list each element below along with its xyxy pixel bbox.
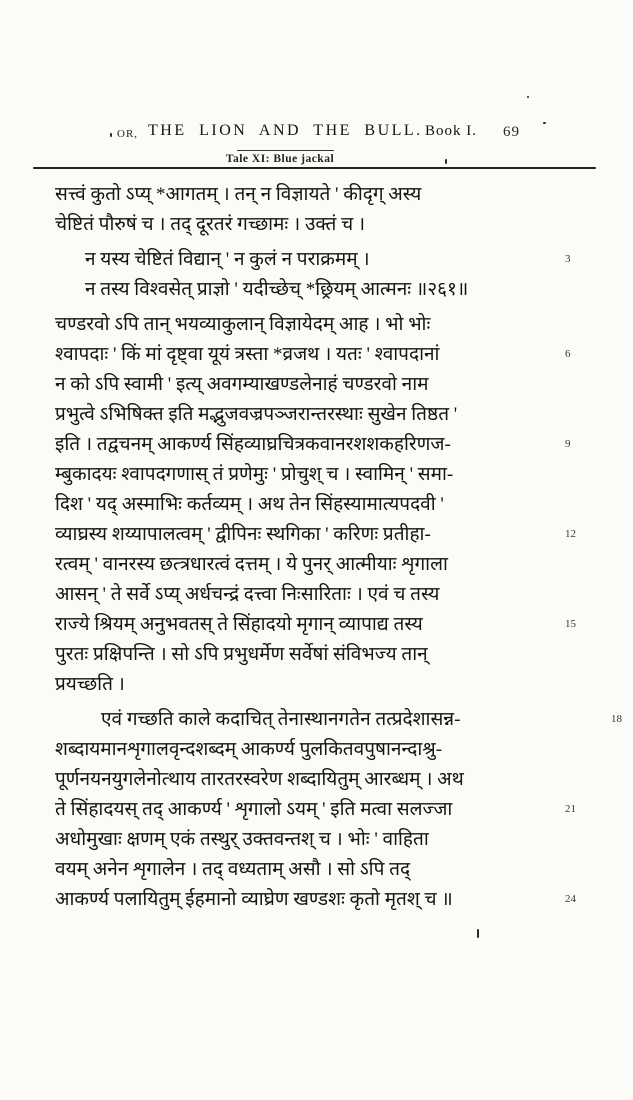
sanskrit-line bbox=[55, 245, 571, 275]
scan-speck bbox=[445, 159, 447, 164]
sanskrit-line-text: पूर्णनयनयुगलेनोत्थाय तारतरस्वरेण शब्दायितुम् आरब्धम् । अथ bbox=[55, 769, 464, 790]
sanskrit-line bbox=[55, 735, 560, 765]
sanskrit-line bbox=[55, 460, 560, 490]
sanskrit-line-text: ते सिंहादयस् तद् आकर्ण्य ' शृगालो ऽयम् ' इति मत्वा सलज्जा bbox=[55, 799, 453, 820]
sanskrit-line bbox=[55, 640, 560, 670]
sanskrit-line-text: दिश ' यद् अस्माभिः कर्तव्यम् । अथ तेन सिंहस्यामात्यपदवी ' bbox=[55, 494, 444, 515]
margin-line-number: 3 bbox=[565, 253, 571, 265]
sanskrit-line bbox=[55, 855, 560, 885]
scan-speck bbox=[477, 929, 479, 938]
sanskrit-text-block bbox=[55, 180, 622, 915]
running-head bbox=[0, 122, 633, 144]
sanskrit-line bbox=[55, 430, 571, 460]
running-head-book: Book I. bbox=[425, 123, 477, 139]
sanskrit-line-text: सत्त्वं कुतो ऽप्य् *आगतम् । तन् न विज्ञायते ' कीदृग् अस्य bbox=[55, 184, 422, 205]
sanskrit-line-text: प्रभुत्वे ऽभिषिक्त इति मद्भुजवज्रपञ्जरान्तरस्थाः सुखेन तिष्ठत ' bbox=[55, 404, 458, 425]
sanskrit-line-text: आसन् ' ते सर्वे ऽप्य् अर्धचन्द्रं दत्त्वा निःसारिताः । एवं च तस्य bbox=[55, 584, 440, 605]
sanskrit-line bbox=[55, 180, 560, 210]
running-head-title: THE LION AND THE BULL. bbox=[148, 122, 423, 139]
sanskrit-line-text: आकर्ण्य पलायितुम् ईहमानो व्याघ्रेण खण्डशः कृतो मृतश् च ॥ bbox=[55, 889, 453, 910]
sanskrit-line-text: श्वापदाः ' किं मां दृष्ट्वा यूयं त्रस्ता *व्रजथ । यतः ' श्वापदानां bbox=[55, 344, 440, 365]
sanskrit-line-text: एवं गच्छति काले कदाचित् तेनास्थानगतेन तत्प्रदेशासन्न- bbox=[101, 709, 461, 730]
sanskrit-line bbox=[55, 520, 576, 550]
caption-rule bbox=[237, 150, 334, 151]
sanskrit-line-text: म्बुकादयः श्वापदगणास् तं प्रणेमुः ' प्रोचुश् च । स्वामिन् ' समा- bbox=[55, 464, 454, 485]
sanskrit-line-text: रत्वम् ' वानरस्य छत्त्रधारत्वं दत्तम् । ये पुनर् आत्मीयाः शृगाला bbox=[55, 554, 448, 575]
sanskrit-line-text: न तस्य विश्वसेत् प्राज्ञो ' यदीच्छेच् *छ्रियम् आत्मनः ॥२६१॥ bbox=[85, 279, 469, 300]
sanskrit-line-text: अधोमुखाः क्षणम् एकं तस्थुर् उक्तवन्तश् च । भोः ' वाहिता bbox=[55, 829, 429, 850]
sanskrit-line-text: प्रयच्छति । bbox=[55, 674, 125, 695]
margin-line-number: 9 bbox=[565, 438, 571, 450]
sanskrit-line bbox=[55, 210, 560, 240]
tale-caption: Tale XI: Blue jackal bbox=[225, 153, 335, 165]
margin-line-number: 6 bbox=[565, 348, 571, 360]
sanskrit-line-text: न को ऽपि स्वामी ' इत्य् अवगम्याखण्डलेनाहं चण्डरवो नाम bbox=[55, 374, 429, 395]
page-number: 69 bbox=[503, 124, 520, 140]
sanskrit-line-text: वयम् अनेन शृगालेन । तद् वध्यताम् असौ । सो ऽपि तद् bbox=[55, 859, 411, 880]
scan-speck bbox=[527, 96, 529, 98]
margin-line-number: 24 bbox=[565, 893, 576, 905]
sanskrit-line bbox=[55, 550, 560, 580]
sanskrit-line bbox=[55, 670, 560, 700]
sanskrit-line-text: चेष्टितं पौरुषं च । तद् दूरतरं गच्छामः । उक्तं च । bbox=[55, 214, 366, 235]
sanskrit-line bbox=[55, 275, 560, 305]
sanskrit-line-text: न यस्य चेष्टितं विद्यान् ' न कुलं न पराक्रमम् । bbox=[85, 249, 370, 270]
sanskrit-line bbox=[55, 310, 560, 340]
scan-speck bbox=[110, 133, 112, 137]
margin-line-number: 12 bbox=[565, 528, 576, 540]
sanskrit-line bbox=[55, 705, 622, 735]
sanskrit-line-text: व्याघ्रस्य शय्यापालत्वम् ' द्वीपिनः स्थगिका ' करिणः प्रतीहा- bbox=[55, 524, 431, 545]
sanskrit-line bbox=[55, 610, 576, 640]
margin-line-number: 18 bbox=[611, 713, 622, 725]
sanskrit-line bbox=[55, 400, 560, 430]
sanskrit-line-text: राज्ये श्रियम् अनुभवतस् ते सिंहादयो मृगान् व्यापाद्य तस्य bbox=[55, 614, 423, 635]
margin-line-number: 21 bbox=[565, 803, 576, 815]
header-rule bbox=[33, 167, 596, 169]
sanskrit-line bbox=[55, 765, 560, 795]
sanskrit-line bbox=[55, 580, 560, 610]
margin-line-number: 15 bbox=[565, 618, 576, 630]
sanskrit-line-text: चण्डरवो ऽपि तान् भयव्याकुलान् विज्ञायेदम् आह । भो भोः bbox=[55, 314, 431, 335]
sanskrit-line bbox=[55, 370, 560, 400]
sanskrit-line bbox=[55, 825, 560, 855]
sanskrit-line-text: पुरतः प्रक्षिपन्ति । सो ऽपि प्रभुधर्मेण सर्वेषां संविभज्य तान् bbox=[55, 644, 428, 665]
sanskrit-line bbox=[55, 885, 576, 915]
sanskrit-line bbox=[55, 490, 560, 520]
sanskrit-line-text: शब्दायमानशृगालवृन्दशब्दम् आकर्ण्य पुलकितवपुषानन्दाश्रु- bbox=[55, 739, 443, 760]
sanskrit-line-text: इति । तद्वचनम् आकर्ण्य सिंहव्याघ्रचित्रकवानरशशकहरिणज- bbox=[55, 434, 451, 455]
running-head-prefix: OR, bbox=[117, 128, 139, 140]
scan-speck bbox=[543, 122, 546, 124]
sanskrit-line bbox=[55, 340, 571, 370]
sanskrit-line bbox=[55, 795, 576, 825]
